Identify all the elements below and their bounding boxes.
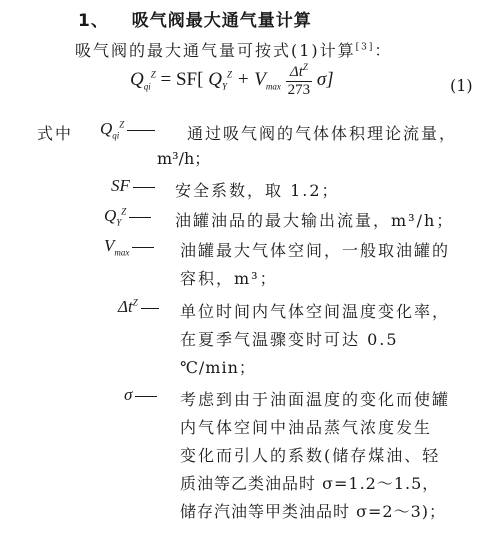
def-sigma-line2: 内气体空间中油品蒸气浓度发生 xyxy=(180,418,433,437)
def-vmax-line2: 容积，m³； xyxy=(180,269,278,288)
formula-q-sup: Z xyxy=(226,69,232,80)
formula-lhs-sup: Z xyxy=(150,69,156,80)
section-title: 吸气阀最大通气量计算 xyxy=(131,11,312,31)
section-number: 1、 xyxy=(78,11,109,31)
def-sf-line1: 安全系数，取 1.2； xyxy=(175,181,340,200)
intro-text: 吸气阀的最大通气量可按式(1)计算 xyxy=(75,41,356,60)
def-symbol-sigma: σ xyxy=(124,385,160,405)
def-symbol-sf: SF xyxy=(111,176,158,196)
def-sigma-line3: 变化而引人的系数(储存煤油、轻 xyxy=(180,446,441,465)
def-dt-line2: 在夏季气温骤变时可达 0.5 xyxy=(180,330,399,349)
intro-ref: [3] xyxy=(355,42,375,53)
formula xyxy=(130,62,334,99)
formula-lhs: Q xyxy=(130,68,144,90)
def-symbol-qqi: $Q_{qi}^Z$ xyxy=(100,119,158,140)
where-label: 式中 xyxy=(37,124,74,143)
def-sigma-line1: 考虑到由于油面温度的变化而使罐 xyxy=(180,390,451,409)
def-sigma-line4: 质油等乙类油品时 σ=1.2～1.5， xyxy=(180,474,440,493)
formula-v-sub: max xyxy=(265,81,281,92)
formula-q: Q xyxy=(208,68,222,90)
def-dt-line3: ℃/min； xyxy=(180,358,256,377)
section-heading xyxy=(78,6,312,31)
def-symbol-vmax: $V_{max}$ xyxy=(104,236,157,257)
formula-q-sub: Y xyxy=(221,81,227,92)
def-dt-line1: 单位时间内气体空间温度变化率， xyxy=(180,302,451,321)
def-symbol-dt: $\Delta t^Z$ xyxy=(118,297,162,317)
def-qy-line1: 油罐油品的最大输出流量，m³/h； xyxy=(175,211,455,230)
formula-plus: + V xyxy=(236,68,266,90)
formula-eq: = SF[ xyxy=(160,68,204,90)
def-vmax-line1: 油罐最大气体空间，一般取油罐的 xyxy=(180,241,451,260)
def-qqi-line2: m³/h； xyxy=(157,149,211,168)
intro-colon: ： xyxy=(374,41,393,60)
def-symbol-qy: $Q_Y^Z$ xyxy=(104,206,154,227)
formula-sigma: σ] xyxy=(316,68,334,90)
formula-number: (1) xyxy=(450,76,473,95)
formula-fraction xyxy=(286,62,313,99)
def-sigma-line5: 储存汽油等甲类油品时 σ=2～3)； xyxy=(180,502,447,521)
fraction-numerator: $\Delta t^Z$ xyxy=(286,62,313,82)
def-qqi-line1: 通过吸气阀的气体体积理论流量， xyxy=(187,124,458,143)
formula-lhs-sub: qi xyxy=(143,81,151,92)
intro-line xyxy=(75,38,392,61)
fraction-denominator: 273 xyxy=(287,82,311,98)
